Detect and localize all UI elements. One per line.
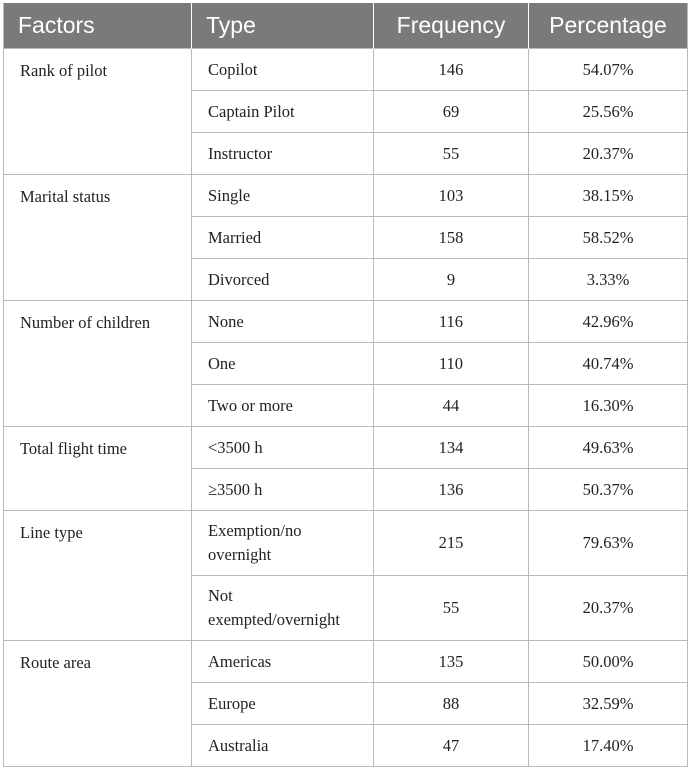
header-row: [4, 3, 688, 49]
factor-cell: Total flight time: [4, 427, 192, 511]
percentage-cell: 40.74%: [529, 343, 688, 385]
frequency-cell: 55: [374, 133, 529, 175]
table-row: [4, 511, 688, 576]
percentage-cell: 3.33%: [529, 259, 688, 301]
type-cell: Instructor: [192, 133, 374, 175]
factor-cell: Route area: [4, 641, 192, 767]
percentage-cell: 17.40%: [529, 725, 688, 767]
type-cell: One: [192, 343, 374, 385]
frequency-cell: 44: [374, 385, 529, 427]
percentage-cell: 50.37%: [529, 469, 688, 511]
frequency-cell: 69: [374, 91, 529, 133]
percentage-cell: 50.00%: [529, 641, 688, 683]
type-cell: Two or more: [192, 385, 374, 427]
factor-cell: Number of children: [4, 301, 192, 427]
type-cell: Captain Pilot: [192, 91, 374, 133]
frequency-cell: 158: [374, 217, 529, 259]
type-cell: ≥3500 h: [192, 469, 374, 511]
table-row: [4, 427, 688, 469]
percentage-cell: 54.07%: [529, 49, 688, 91]
frequency-cell: 47: [374, 725, 529, 767]
factor-cell: Marital status: [4, 175, 192, 301]
frequency-cell: 135: [374, 641, 529, 683]
type-cell: Europe: [192, 683, 374, 725]
header-factors: Factors: [4, 3, 192, 49]
frequency-cell: 9: [374, 259, 529, 301]
type-cell: <3500 h: [192, 427, 374, 469]
type-cell: Australia: [192, 725, 374, 767]
frequency-cell: 134: [374, 427, 529, 469]
header-frequency: Frequency: [374, 3, 529, 49]
type-cell: Married: [192, 217, 374, 259]
percentage-cell: 79.63%: [529, 511, 688, 576]
table-row: [4, 49, 688, 91]
frequency-cell: 146: [374, 49, 529, 91]
table-row: [4, 175, 688, 217]
factor-cell: Line type: [4, 511, 192, 641]
factor-cell: Rank of pilot: [4, 49, 192, 175]
type-cell: None: [192, 301, 374, 343]
type-cell: Americas: [192, 641, 374, 683]
percentage-cell: 20.37%: [529, 133, 688, 175]
header-type: Type: [192, 3, 374, 49]
demographics-table: [3, 3, 688, 767]
percentage-cell: 25.56%: [529, 91, 688, 133]
percentage-cell: 20.37%: [529, 576, 688, 641]
type-cell: Copilot: [192, 49, 374, 91]
type-cell: Exemption/no overnight: [192, 511, 374, 576]
type-cell: Single: [192, 175, 374, 217]
percentage-cell: 38.15%: [529, 175, 688, 217]
percentage-cell: 16.30%: [529, 385, 688, 427]
percentage-cell: 49.63%: [529, 427, 688, 469]
table-row: [4, 641, 688, 683]
percentage-cell: 32.59%: [529, 683, 688, 725]
frequency-cell: 103: [374, 175, 529, 217]
table-row: [4, 301, 688, 343]
percentage-cell: 58.52%: [529, 217, 688, 259]
frequency-cell: 136: [374, 469, 529, 511]
header-percentage: Percentage: [529, 3, 688, 49]
type-cell: Not exempted/overnight: [192, 576, 374, 641]
frequency-cell: 215: [374, 511, 529, 576]
table-body: [4, 49, 688, 767]
frequency-cell: 88: [374, 683, 529, 725]
frequency-cell: 116: [374, 301, 529, 343]
frequency-cell: 110: [374, 343, 529, 385]
frequency-cell: 55: [374, 576, 529, 641]
type-cell: Divorced: [192, 259, 374, 301]
percentage-cell: 42.96%: [529, 301, 688, 343]
table-header: [4, 3, 688, 49]
